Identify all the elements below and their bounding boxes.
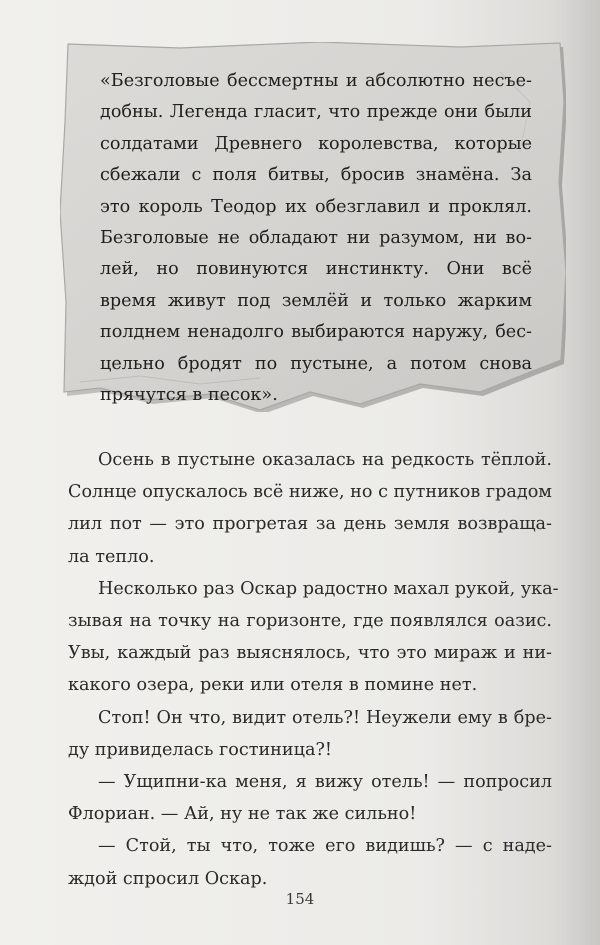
paragraph-line: Увы, каждый раз выяснялось, что это мираж и ни- bbox=[68, 643, 552, 664]
quote-line: лей, но повинуются инстинкту. Они всё bbox=[100, 259, 532, 280]
paragraph-line: Солнце опускалось всё ниже, но с путников градом bbox=[68, 482, 552, 503]
paragraph-line: зывая на точку на горизонте, где появлялся оазис. bbox=[68, 611, 552, 632]
quote-line: цельно бродят по пустыне, а потом снова bbox=[100, 353, 532, 374]
paragraph-line: Стоп! Он что, видит отель?! Неужели ему в бре- bbox=[98, 707, 552, 728]
paragraph-line: какого озера, реки или отеля в помине нет. bbox=[68, 675, 478, 696]
paragraph-line: Несколько раз Оскар радостно махал рукой, ука- bbox=[98, 578, 559, 599]
quote-line: это король Теодор их обезглавил и проклял. bbox=[100, 196, 532, 217]
quote-line: прячутся в песок». bbox=[100, 385, 278, 406]
paragraph-line: ду привиделась гостиница?! bbox=[68, 739, 332, 760]
paragraph-line: — Ущипни-ка меня, я вижу отель! — попросил bbox=[98, 772, 552, 793]
paragraph-line: — Стой, ты что, тоже его видишь? — с надe- bbox=[98, 836, 552, 857]
quote-line: добны. Легенда гласит, что прежде они были bbox=[100, 102, 532, 123]
quote-line: полднем ненадолго выбираются наружу, бес- bbox=[100, 322, 532, 343]
quote-line: Безголовые не обладают ни разумом, ни во- bbox=[100, 228, 532, 249]
page-number: 154 bbox=[285, 890, 315, 908]
paragraph-line: лил пот — это прогретая за день земля возвраща- bbox=[68, 514, 552, 535]
parchment-card bbox=[60, 42, 566, 412]
quote-line: «Безголовые бессмертны и абсолютно несъе- bbox=[100, 71, 532, 91]
quote-line: сбежали с поля битвы, бросив знамёна. За bbox=[100, 165, 532, 186]
body-text bbox=[68, 444, 559, 895]
paragraph-line: Осень в пустыне оказалась на редкость тёплой. bbox=[98, 450, 552, 470]
paragraph-line: ждой спросил Оскар. bbox=[68, 868, 268, 889]
paragraph-line: Флориан. — Ай, ну не так же сильно! bbox=[68, 804, 417, 825]
parchment-quote bbox=[100, 66, 532, 411]
paragraph-line: ла тепло. bbox=[68, 546, 155, 567]
quote-line: солдатами Древнего королевства, которые bbox=[100, 133, 532, 154]
quote-line: время живут под землёй и только жарким bbox=[100, 290, 532, 311]
